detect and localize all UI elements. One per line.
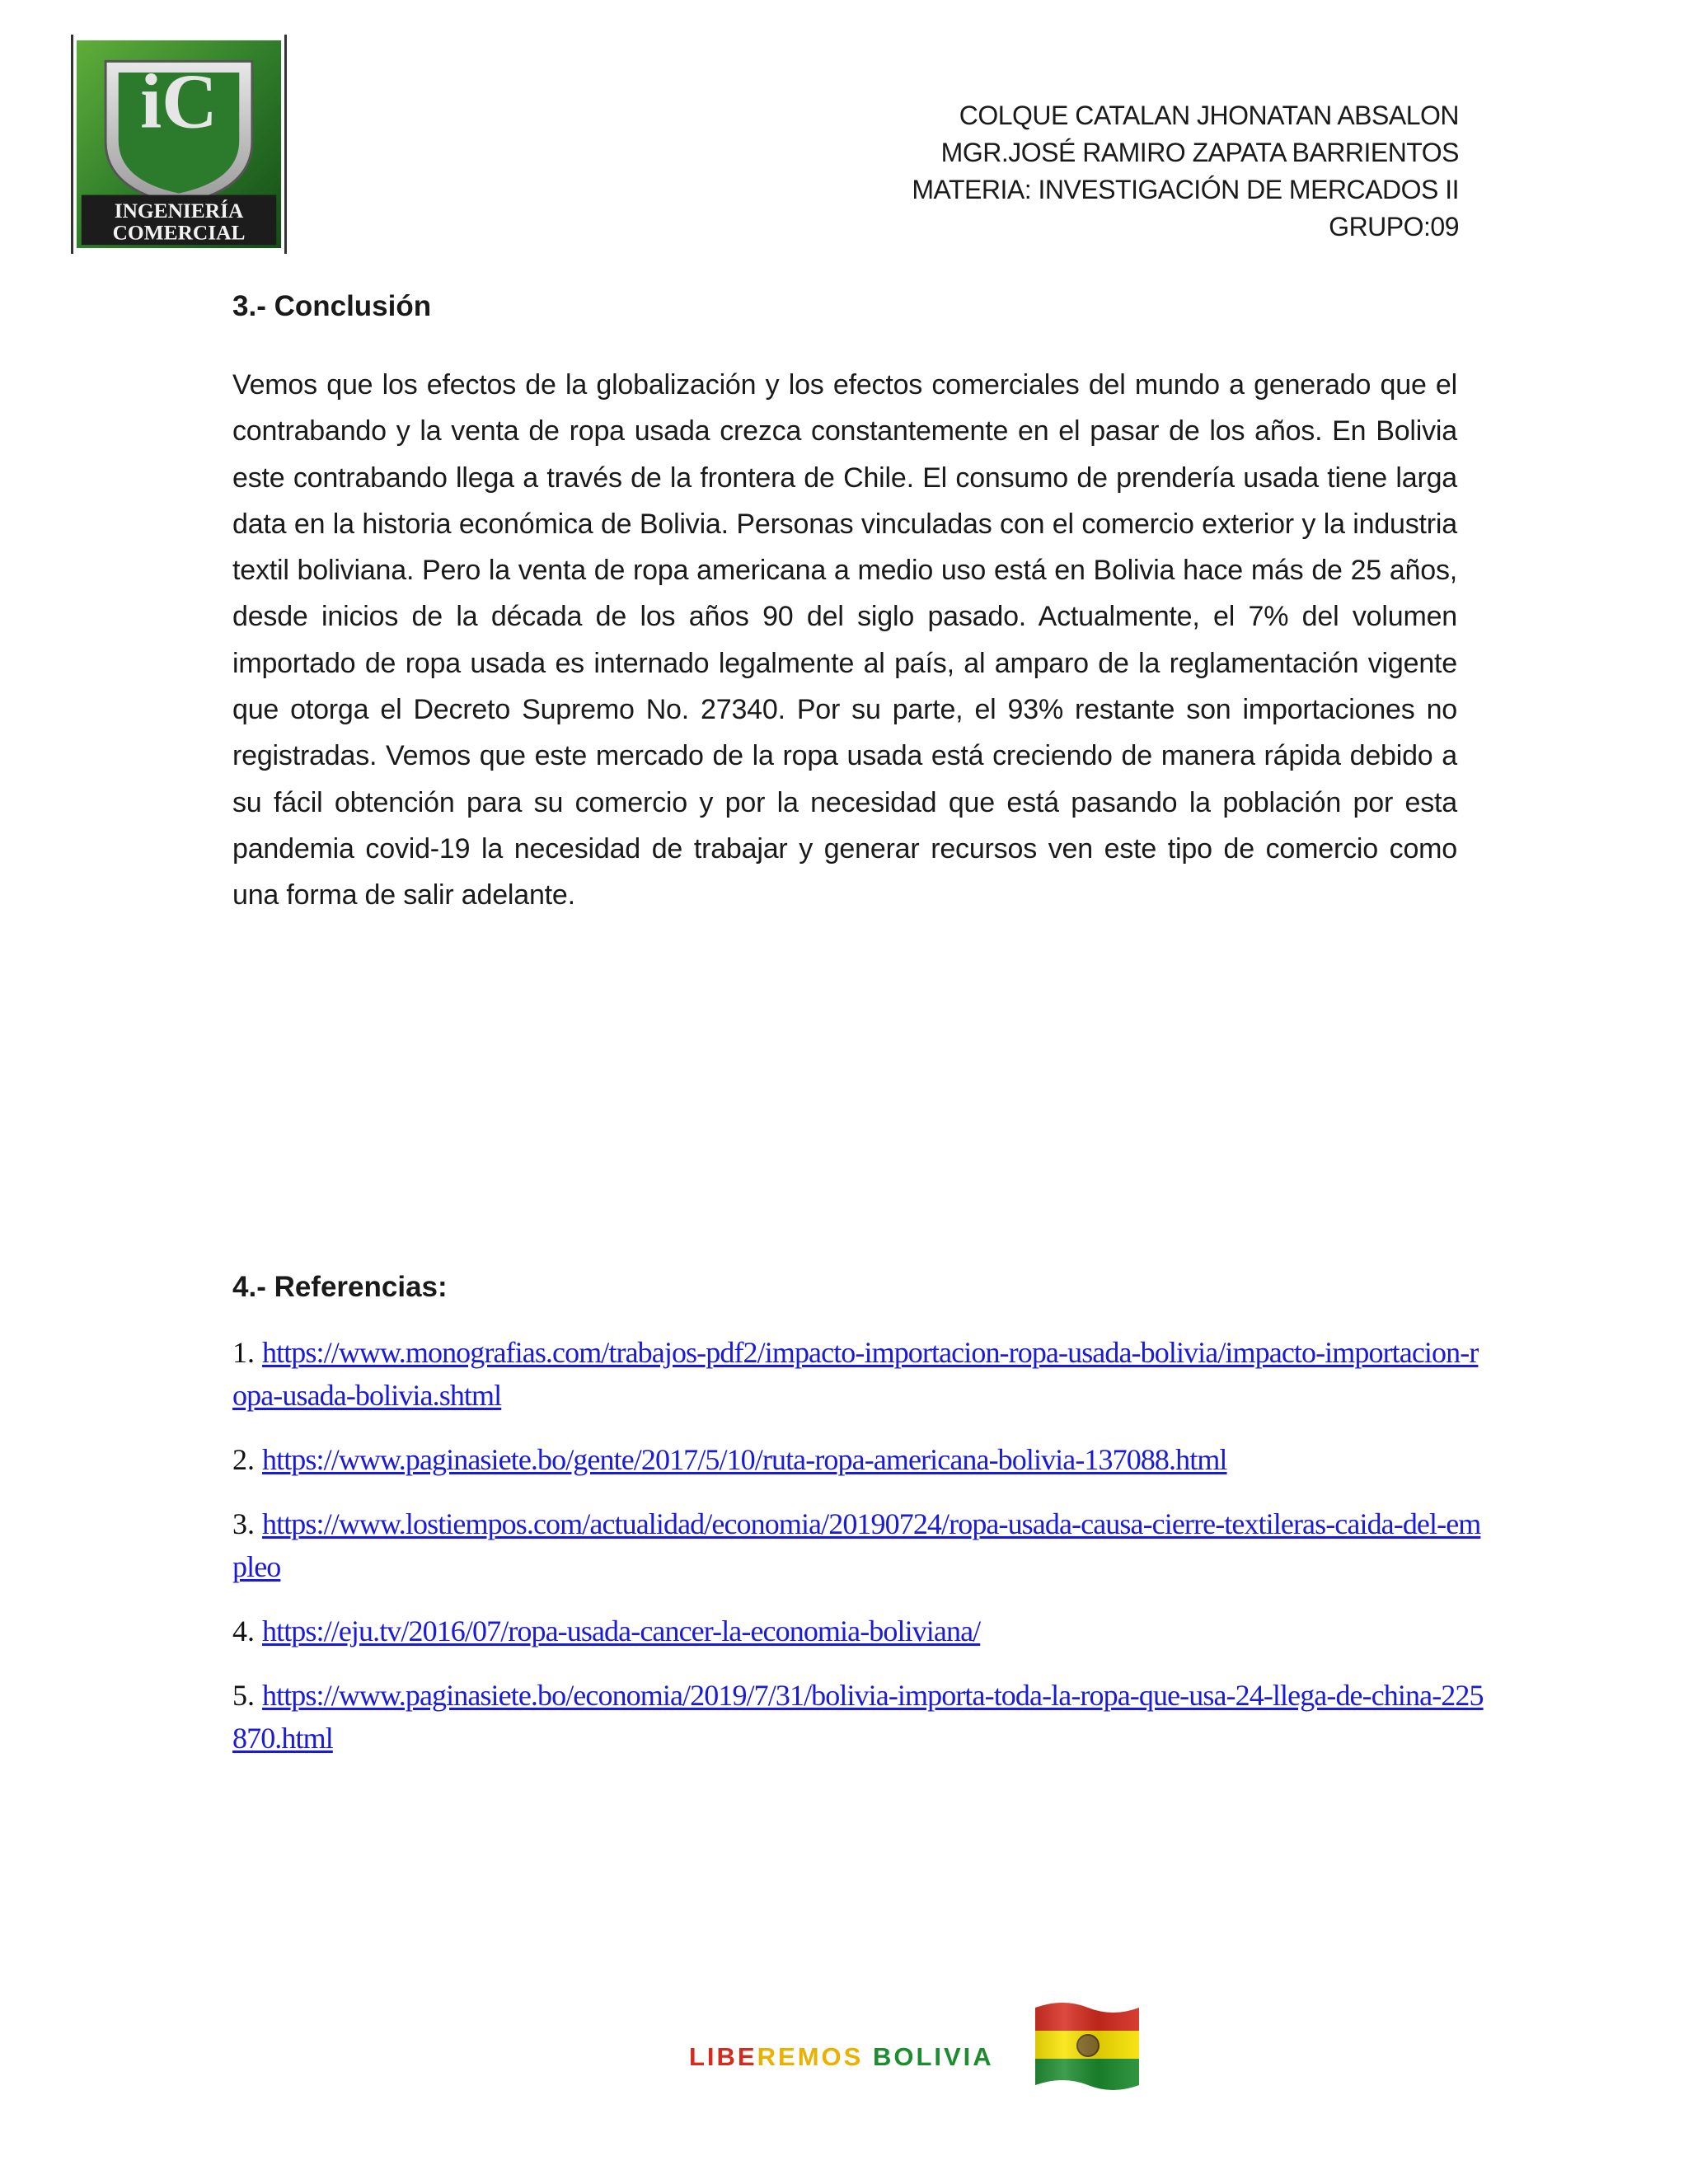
svg-text:COMERCIAL: COMERCIAL [112, 221, 246, 245]
reference-item [232, 1610, 1485, 1652]
group-number: GRUPO:09 [1329, 212, 1459, 241]
references-title: 4.- Referencias: [232, 1271, 448, 1303]
svg-text:iC: iC [140, 59, 218, 145]
reference-number: 3. [232, 1507, 262, 1540]
ingenieria-comercial-logo [71, 35, 287, 254]
conclusion-title: 3.- Conclusión [232, 290, 432, 322]
bolivia-flag-icon [1030, 1993, 1144, 2102]
footer-slogan-yellow: REMOS [757, 2042, 864, 2071]
reference-link[interactable]: https://eju.tv/2016/07/ropa-usada-cancer-la-economia-boliviana/ [262, 1615, 981, 1647]
subject-name: MATERIA: INVESTIGACIÓN DE MERCADOS II [912, 175, 1459, 204]
conclusion-paragraph: Vemos que los efectos de la globalización y los efectos comerciales del mundo a generado que el contrabando y la venta de ropa usada crezca constantemente en el pasar de los años. En Bolivia este contrabando llega a través de la frontera de Chile. El consumo de prendería usada tiene larga data en la historia económica de Bolivia. Personas vinculadas con el comercio exterior y la industria textil boliviana. Pero la venta de ropa americana a medio uso está en Bolivia hace más de 25 años, desde inicios de la década de los años 90 del siglo pasado. Actualmente, el 7% del volumen importado de ropa usada es internado legalmente al país, al amparo de la reglamentación vigente que otorga el Decreto Supremo No. 27340. Por su parte, el 93% restante son importaciones no registradas. Vemos que este mercado de la ropa usada está creciendo de manera rápida debido a su fácil obtención para su comercio y por la necesidad que está pasando la población por esta pandemia covid-19 la necesidad de trabajar y generar recursos ven este tipo de comercio como una forma de salir adelante. [232, 369, 1457, 912]
reference-number: 1. [232, 1336, 262, 1369]
conclusion-section [232, 280, 1457, 919]
reference-item [232, 1331, 1485, 1417]
teacher-name: MGR.JOSÉ RAMIRO ZAPATA BARRIENTOS [940, 138, 1459, 167]
reference-link[interactable]: https://www.paginasiete.bo/gente/2017/5/10/ruta-ropa-americana-bolivia-137088.html [262, 1443, 1227, 1476]
svg-text:INGENIERÍA: INGENIERÍA [114, 199, 244, 223]
reference-number: 2. [232, 1443, 262, 1476]
logo-emblem-icon [73, 35, 284, 254]
footer-slogan-red: LIBE [689, 2042, 757, 2071]
reference-item [232, 1674, 1485, 1760]
references-list [232, 1331, 1485, 1781]
reference-item [232, 1438, 1485, 1481]
reference-item [232, 1502, 1485, 1588]
reference-link[interactable]: https://www.monografias.com/trabajos-pdf2/impacto-importacion-ropa-usada-bolivia/impacto-importacion-ropa-usada-bolivia.shtml [232, 1336, 1479, 1412]
document-header [717, 97, 1459, 246]
student-name: COLQUE CATALAN JHONATAN ABSALON [959, 101, 1459, 130]
footer-slogan [689, 2042, 994, 2072]
reference-link[interactable]: https://www.lostiempos.com/actualidad/economia/20190724/ropa-usada-causa-cierre-textileras-caida-del-empleo [232, 1507, 1481, 1583]
footer-slogan-green: BOLIVIA [872, 2042, 994, 2071]
reference-link[interactable]: https://www.paginasiete.bo/economia/2019/7/31/bolivia-importa-toda-la-ropa-que-usa-24-llega-de-china-225870.html [232, 1679, 1484, 1755]
reference-number: 4. [232, 1615, 262, 1647]
reference-number: 5. [232, 1679, 262, 1712]
